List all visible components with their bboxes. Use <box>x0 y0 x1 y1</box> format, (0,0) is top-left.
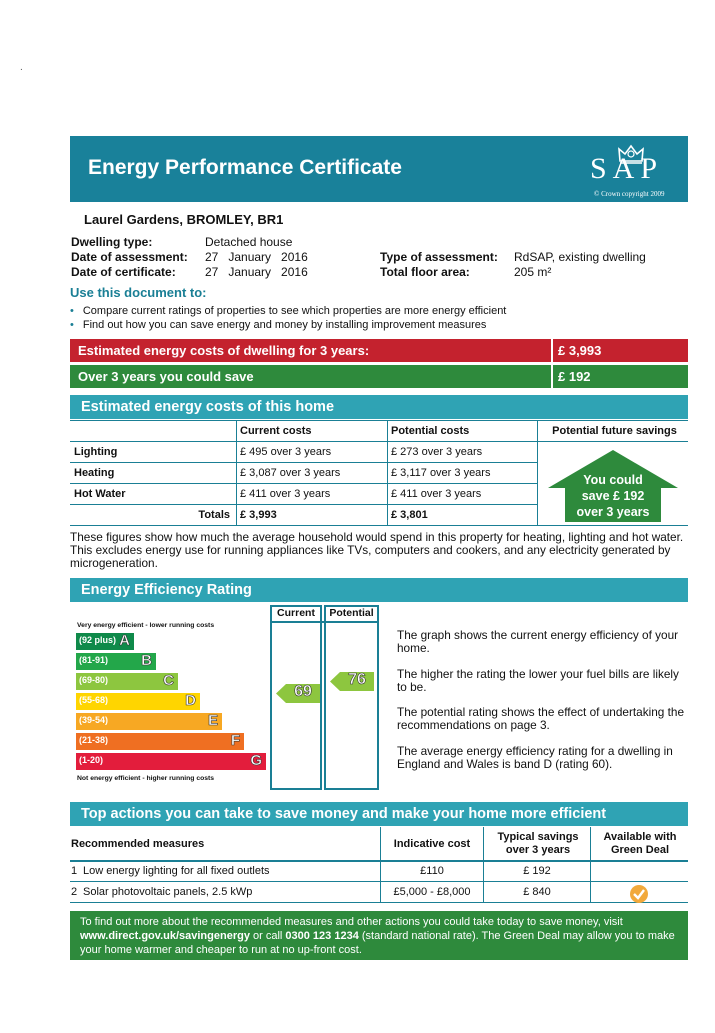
measure-number: 2 <box>71 886 78 898</box>
phone-number: 0300 123 1234 <box>285 930 359 942</box>
totals-label: Totals <box>198 509 230 521</box>
footer-text: or call <box>249 930 286 942</box>
costs-section-title: Estimated energy costs of this home <box>70 395 688 419</box>
savings-value: £ 192 <box>553 365 688 388</box>
assessment-type-value: RdSAP, existing dwelling <box>514 250 646 264</box>
band-letter: G <box>250 752 262 769</box>
rating-band-f <box>76 733 244 750</box>
more-info-footer <box>70 911 688 960</box>
band-range: (92 plus) <box>79 635 117 645</box>
potential-cost: £ 3,117 over 3 years <box>391 467 491 479</box>
efficiency-text: The higher the rating the lower your fuel bills are likely to be. <box>397 667 679 694</box>
measure-saving: £ 192 <box>523 865 551 877</box>
measure-cost: £5,000 - £8,000 <box>393 886 471 898</box>
costs-description: These figures show how much the average household would spend in this property for heating, lighting and hot water. This excludes energy use for running appliances like TVs, computers and cookers, and any electricity generated by microgeneration. <box>70 530 684 570</box>
measure-name: Low energy lighting for all fixed outlets <box>83 865 270 877</box>
potential-rating-value: 76 <box>348 671 366 688</box>
totals-potential: £ 3,801 <box>391 509 428 521</box>
actions-section-title: Top actions you can take to save money and make your home more efficient <box>70 802 688 826</box>
rating-band-e <box>76 713 222 730</box>
col-potential-costs: Potential costs <box>391 425 470 437</box>
dwelling-type-value: Detached house <box>205 235 293 249</box>
estimated-cost-bar <box>70 339 688 362</box>
costs-table <box>70 420 688 526</box>
col-typical-savings: Typical savings over 3 years <box>497 831 579 856</box>
measure-name: Solar photovoltaic panels, 2.5 kWp <box>83 886 253 898</box>
estimated-cost-label: Estimated energy costs of dwelling for 3 years: <box>70 339 551 362</box>
use-bullet: • Find out how you can save energy and money by installing improvement measures <box>70 319 487 331</box>
property-address: Laurel Gardens, BROMLEY, BR1 <box>84 212 284 227</box>
savings-house-text <box>546 472 680 520</box>
band-range: (39-54) <box>79 715 109 725</box>
assessment-date-label: Date of assessment: <box>71 250 188 264</box>
efficiency-text: The average energy efficiency rating for a dwelling in England and Wales is band D (rating 60). <box>397 744 673 771</box>
measure-saving: £ 840 <box>523 886 551 898</box>
rating-band-d <box>76 693 200 710</box>
efficiency-chart <box>70 605 380 790</box>
certificate-header <box>70 136 688 202</box>
efficiency-text: The graph shows the current energy efficiency of your home. <box>397 628 679 655</box>
assessment-type-label: Type of assessment: <box>380 250 498 264</box>
page-mark: . <box>20 62 23 73</box>
floor-area-label: Total floor area: <box>380 265 470 279</box>
use-bullet-text: Compare current ratings of properties to see which properties are more energy efficient <box>82 305 507 317</box>
col-measures: Recommended measures <box>71 838 205 850</box>
potential-cost: £ 273 over 3 years <box>391 446 483 458</box>
row-label: Hot Water <box>74 488 126 500</box>
footer-text: (standard national rate). The Green Deal may allow you to make your home warmer and cheaper to run at no up-front cost. <box>80 930 675 956</box>
savings-line-3: over 3 years <box>576 505 650 519</box>
totals-current: £ 3,993 <box>240 509 277 521</box>
band-range: (69-80) <box>79 675 109 685</box>
band-range: (21-38) <box>79 735 109 745</box>
band-range: (1-20) <box>79 755 104 765</box>
measure-number: 1 <box>71 865 78 877</box>
rating-band-g <box>76 753 266 770</box>
current-rating-value: 69 <box>294 683 312 700</box>
band-letter: A <box>119 632 130 649</box>
dwelling-type-label: Dwelling type: <box>71 235 153 249</box>
col-current-costs: Current costs <box>240 425 312 437</box>
sap-logo <box>588 142 684 198</box>
row-label: Heating <box>74 467 115 479</box>
savings-link[interactable]: www.direct.gov.uk/savingenergy <box>80 930 250 942</box>
use-bullet: • Compare current ratings of properties to see which properties are more energy efficient <box>70 305 507 317</box>
band-range: (81-91) <box>79 655 109 665</box>
current-cost: £ 495 over 3 years <box>240 446 332 458</box>
col-green-deal: Available with Green Deal <box>603 831 677 856</box>
rating-band-c <box>76 673 178 690</box>
row-label: Lighting <box>74 446 118 458</box>
green-deal-check-icon <box>629 884 649 904</box>
band-letter: E <box>207 712 218 729</box>
certificate-date-value: 27 January 2016 <box>205 265 308 279</box>
floor-area-value: 205 m² <box>514 265 552 279</box>
efficiency-text: The potential rating shows the effect of undertaking the recommendations on page 3. <box>397 705 685 732</box>
sap-logo-text: SAP <box>590 152 664 185</box>
measure-cost: £110 <box>420 865 444 877</box>
actions-table <box>70 827 688 909</box>
estimated-cost-value: £ 3,993 <box>553 339 688 362</box>
current-cost: £ 411 over 3 years <box>240 488 331 500</box>
footer-text: To find out more about the recommended measures and other actions you could take today to save money, visit <box>80 916 623 928</box>
band-letter: C <box>163 672 174 689</box>
certificate-date-label: Date of certificate: <box>71 265 176 279</box>
potential-cost: £ 411 over 3 years <box>391 488 482 500</box>
band-letter: D <box>185 692 196 709</box>
use-document-title: Use this document to: <box>70 285 207 300</box>
band-letter: F <box>230 732 240 749</box>
col-indicative-cost: Indicative cost <box>393 838 471 850</box>
inefficient-note: Not energy efficient - higher running costs <box>77 775 215 782</box>
rating-band-b <box>76 653 156 670</box>
efficiency-section-title: Energy Efficiency Rating <box>70 578 688 602</box>
band-letter: B <box>141 652 152 669</box>
savings-line-1: You could <box>583 473 643 487</box>
page-title: Energy Performance Certificate <box>88 156 402 179</box>
savings-label: Over 3 years you could save <box>70 365 551 388</box>
assessment-date-value: 27 January 2016 <box>205 250 308 264</box>
current-column-header: Current <box>277 607 315 619</box>
col-future-savings: Potential future savings <box>552 425 677 437</box>
savings-bar <box>70 365 688 388</box>
band-range: (55-68) <box>79 695 109 705</box>
current-cost: £ 3,087 over 3 years <box>240 467 341 479</box>
savings-line-2: save £ 192 <box>581 489 645 503</box>
rating-band-a <box>76 633 134 650</box>
potential-column-header: Potential <box>329 607 374 619</box>
copyright-text: © Crown copyright 2009 <box>594 190 665 198</box>
efficient-note: Very energy efficient - lower running costs <box>77 622 215 629</box>
use-bullet-text: Find out how you can save energy and money by installing improvement measures <box>82 319 487 331</box>
